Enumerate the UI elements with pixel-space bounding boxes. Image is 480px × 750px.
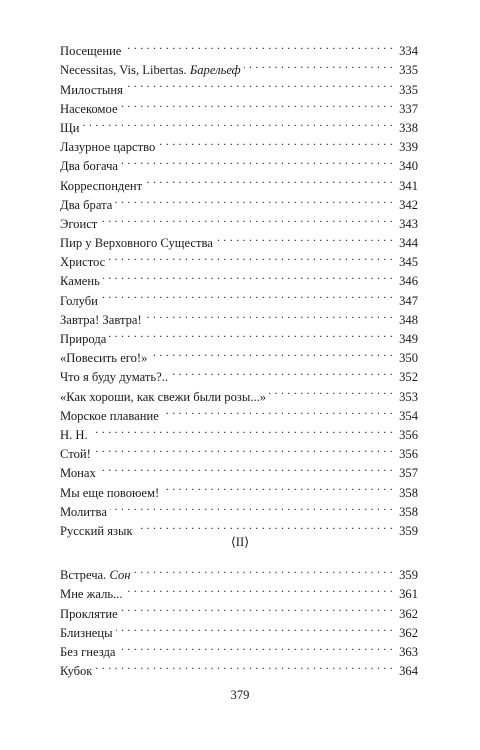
toc-entry-page: 337 xyxy=(399,101,418,116)
toc-entry-title-text: Посещение xyxy=(60,44,122,59)
toc-entry xyxy=(60,113,418,135)
dot-leader xyxy=(82,113,393,132)
toc-entry-page: 363 xyxy=(399,644,418,659)
dot-leader xyxy=(121,598,393,617)
dot-leader xyxy=(108,247,393,266)
dot-leader xyxy=(95,656,393,675)
toc-entry xyxy=(60,516,418,538)
dot-leader xyxy=(110,497,393,516)
toc-entry-page: 346 xyxy=(399,274,418,289)
toc-entry-page: 361 xyxy=(399,587,418,602)
toc-entry-title xyxy=(60,445,91,464)
toc-entry-page: 359 xyxy=(399,568,418,583)
toc-entry-title-text: Завтра! Завтра! xyxy=(60,312,142,327)
toc-entry-title xyxy=(60,253,105,272)
dot-leader xyxy=(103,266,393,285)
dot-leader xyxy=(126,74,393,93)
toc-entry-title xyxy=(60,215,97,234)
toc-entry xyxy=(60,132,418,155)
toc-entry-title xyxy=(60,81,123,100)
dot-leader xyxy=(162,477,393,496)
dot-leader xyxy=(121,151,393,170)
toc-entry-title-text: Necessitas, Vis, Libertas. xyxy=(60,63,187,78)
toc-entry-title-text: Стой! xyxy=(60,447,91,462)
toc-entry-title-text: Молитва xyxy=(60,504,107,519)
toc-entry xyxy=(60,266,418,289)
toc-entry-page: 348 xyxy=(399,312,418,327)
dot-leader xyxy=(91,420,393,439)
toc-entry-title-text: Мы еще повоюем! xyxy=(60,485,160,500)
toc-entry-title-text: Монах xyxy=(60,466,96,481)
toc-entry-page: 340 xyxy=(399,159,418,174)
toc-entry-title xyxy=(60,503,107,522)
toc-entry xyxy=(60,637,418,659)
toc-entry-title-text: Что я буду думать?.. xyxy=(60,370,169,385)
toc-entry xyxy=(60,656,418,679)
toc-entry-title-text: Н. Н. xyxy=(60,427,88,442)
dot-leader xyxy=(136,516,393,535)
toc-entry-title-text: Два брата xyxy=(60,197,113,212)
toc-entry-title-text: Лазурное царство xyxy=(60,140,156,155)
toc-entry-page: 342 xyxy=(399,197,418,212)
dot-leader xyxy=(100,209,393,228)
toc-entry-title xyxy=(60,157,118,176)
toc-entry xyxy=(60,209,418,231)
toc-entry-page: 343 xyxy=(399,216,418,231)
toc-entry-title xyxy=(60,585,123,604)
dot-leader xyxy=(109,324,393,343)
toc-entry-page: 350 xyxy=(399,351,418,366)
toc-entry-title xyxy=(60,426,88,445)
toc-entry-page: 357 xyxy=(399,466,418,481)
toc-entry-title-text: Близнецы xyxy=(60,625,113,640)
dot-leader xyxy=(119,637,394,656)
toc-entry-title-text: Мне жаль... xyxy=(60,587,123,602)
toc-entry-page: 349 xyxy=(399,332,418,346)
toc-entry-title-text: Эгоист xyxy=(60,216,98,231)
dot-leader xyxy=(162,401,393,420)
toc-entry xyxy=(60,285,418,308)
toc-entry xyxy=(60,324,418,346)
toc-entry-title-text: Пир у Верховного Существа xyxy=(60,236,213,251)
dot-leader xyxy=(121,94,393,113)
section-heading: ⟨II⟩ xyxy=(230,535,250,549)
toc-entry xyxy=(60,497,418,519)
toc-entry-page: 347 xyxy=(399,293,418,308)
toc-entry-title-text: Русский язык xyxy=(60,523,133,538)
dot-leader xyxy=(124,36,393,55)
toc-entry xyxy=(60,477,418,500)
dot-leader xyxy=(116,618,393,637)
toc-entry-title-text: Два богача xyxy=(60,159,118,174)
toc-entry-page: 339 xyxy=(399,140,418,155)
toc-entry-title xyxy=(60,292,98,311)
toc-entry-title xyxy=(60,464,96,483)
toc-entry-title xyxy=(60,349,147,368)
toc-entry-page: 344 xyxy=(399,236,418,251)
toc-entry xyxy=(60,343,418,366)
toc-entry-title-text: Голуби xyxy=(60,293,98,308)
toc-entry-title-text: Камень xyxy=(60,274,100,289)
dot-leader xyxy=(150,343,393,362)
toc-entry-title-text: Встреча. xyxy=(60,568,107,583)
toc-entry-page: 345 xyxy=(399,255,418,270)
toc-entry-title-text: «Как хороши, как свежи были розы...» xyxy=(60,389,267,404)
dot-leader xyxy=(269,381,393,400)
toc-entry-title-text: Милостыня xyxy=(60,82,123,97)
toc-entry xyxy=(60,228,418,251)
toc-entry xyxy=(60,560,418,583)
dot-leader xyxy=(171,362,393,381)
toc-entry-title-text: Щи xyxy=(60,120,80,135)
toc-entry-title-text: Насекомое xyxy=(60,101,118,116)
toc-entry-page: 338 xyxy=(399,120,418,135)
toc-entry-page: 364 xyxy=(399,664,418,679)
toc-entry-title-text: Природа xyxy=(60,332,107,346)
toc-entry-title-text: «Повесить его!» xyxy=(60,351,148,366)
toc-entry-page: 359 xyxy=(399,523,418,538)
toc-entry-title xyxy=(60,624,113,643)
toc-entry xyxy=(60,439,418,462)
toc-entry-title xyxy=(60,662,92,681)
dot-leader xyxy=(216,228,393,247)
dot-leader xyxy=(244,55,393,74)
toc-entry-title xyxy=(60,42,121,61)
toc-entry xyxy=(60,36,418,59)
toc-entry-page: 356 xyxy=(399,427,418,442)
toc-list-part-1 xyxy=(60,36,418,538)
toc-entry-title-text: Христос xyxy=(60,255,106,270)
toc-entry-title xyxy=(60,368,168,387)
page-number: 379 xyxy=(230,688,250,702)
toc-entry-title-text: Проклятие xyxy=(60,606,118,621)
dot-leader xyxy=(101,285,393,304)
toc-entry-title xyxy=(60,272,100,291)
toc-entry-page: 341 xyxy=(399,178,418,193)
dot-leader xyxy=(99,458,393,477)
toc-entry-page: 358 xyxy=(399,485,418,500)
toc-entry-title-italic: Сон xyxy=(109,568,131,583)
toc-list-part-2 xyxy=(60,560,418,679)
toc-entry-title-text: Морское плавание xyxy=(60,408,159,423)
toc-entry-title xyxy=(60,330,106,349)
toc-entry-page: 353 xyxy=(399,389,418,404)
toc-entry-page: 335 xyxy=(399,82,418,97)
toc-entry-page: 362 xyxy=(399,625,418,640)
toc-entry-title-text: Без гнезда xyxy=(60,644,116,659)
toc-entry-page: 362 xyxy=(399,606,418,621)
toc-entry-page: 334 xyxy=(399,44,418,59)
toc-entry-page: 352 xyxy=(399,370,418,385)
toc-entry xyxy=(60,247,418,270)
toc-entry-page: 358 xyxy=(399,504,418,519)
toc-entry-title xyxy=(60,605,118,624)
toc-entry-title-italic: Барельеф xyxy=(189,63,241,78)
dot-leader xyxy=(158,132,393,151)
dot-leader xyxy=(133,560,393,579)
toc-entry xyxy=(60,420,418,442)
toc-entry-page: 356 xyxy=(399,447,418,462)
toc-entry-page: 354 xyxy=(399,408,418,423)
toc-entry-title-text: Корреспондент xyxy=(60,178,143,193)
toc-entry xyxy=(60,305,418,327)
dot-leader xyxy=(145,305,393,324)
toc-entry-title xyxy=(60,566,130,585)
toc-entry xyxy=(60,458,418,481)
dot-leader xyxy=(115,190,393,209)
dot-leader xyxy=(94,439,393,458)
toc-entry-title xyxy=(60,119,79,138)
dot-leader xyxy=(126,579,393,598)
toc-entry-page: 335 xyxy=(399,63,418,78)
toc-entry-title-text: Кубок xyxy=(60,664,93,679)
dot-leader xyxy=(145,170,393,189)
